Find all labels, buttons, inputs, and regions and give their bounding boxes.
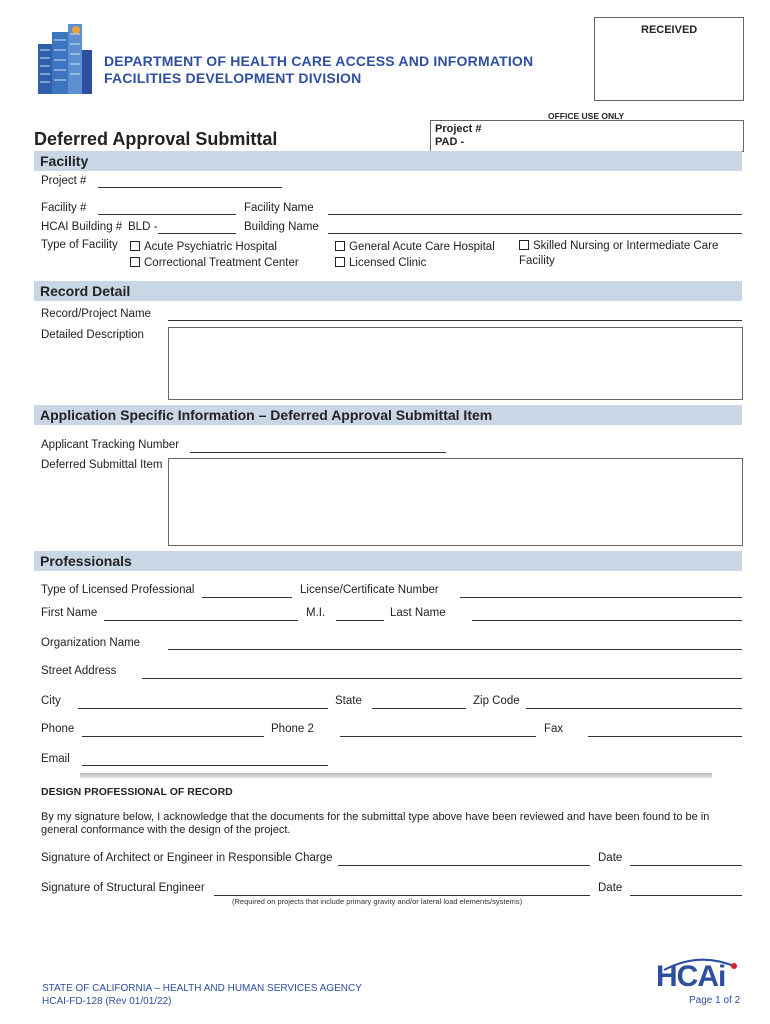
application-section-title: Application Specific Information – Deferred Approval Submittal Item	[40, 407, 493, 423]
office-project-label: Project #	[435, 123, 482, 135]
checkbox-icon	[130, 257, 140, 267]
professionals-section-bar	[34, 551, 742, 571]
architect-date-label: Date	[598, 852, 623, 864]
project-name-field[interactable]	[168, 320, 742, 321]
department-logo-icon	[34, 20, 94, 96]
fax-label: Fax	[544, 723, 564, 735]
email-field[interactable]	[82, 765, 328, 766]
city-field[interactable]	[78, 708, 328, 709]
checkbox-skilled-nursing[interactable]: Skilled Nursing or Intermediate Care	[519, 240, 718, 252]
phone2-label: Phone 2	[271, 723, 314, 735]
facility-section-bar	[34, 151, 742, 171]
city-label: City	[41, 695, 61, 707]
zip-code-label: Zip Code	[473, 695, 520, 707]
checkbox-licensed-clinic[interactable]: Licensed Clinic	[335, 257, 426, 269]
facility-name-field[interactable]	[328, 214, 742, 215]
hcai-logo	[656, 957, 742, 993]
hcai-logo-text: HCAi	[656, 960, 726, 993]
checkbox-icon	[519, 240, 529, 250]
hcai-building-label: HCAI Building #	[41, 221, 123, 233]
page-number: Page 1 of 2	[689, 995, 741, 1006]
architect-date-field[interactable]	[630, 865, 742, 866]
phone-field[interactable]	[82, 736, 264, 737]
zip-code-field[interactable]	[526, 708, 742, 709]
office-pad-label: PAD -	[435, 136, 465, 148]
last-name-field[interactable]	[472, 620, 742, 621]
structural-date-label: Date	[598, 882, 623, 894]
professionals-section-title: Professionals	[40, 553, 132, 569]
record-section-title: Record Detail	[40, 283, 131, 299]
checkbox-acute-psychiatric[interactable]: Acute Psychiatric Hospital	[130, 241, 277, 253]
description-label: Detailed Description	[41, 329, 144, 341]
design-professional-heading: DESIGN PROFESSIONAL OF RECORD	[41, 786, 233, 798]
acknowledgement-text-1: By my signature below, I acknowledge that the documents for the submittal type above have been reviewed and have been found to be in	[41, 811, 710, 823]
organization-field[interactable]	[168, 649, 742, 650]
state-field[interactable]	[372, 708, 466, 709]
first-name-label: First Name	[41, 607, 98, 619]
structural-date-field[interactable]	[630, 895, 742, 896]
professional-type-label: Type of Licensed Professional	[41, 584, 195, 596]
division-name: FACILITIES DEVELOPMENT DIVISION	[104, 70, 362, 86]
facility-number-field[interactable]	[98, 214, 236, 215]
checkbox-icon	[130, 241, 140, 251]
structural-signature-label: Signature of Structural Engineer	[41, 882, 205, 894]
building-name-label: Building Name	[244, 221, 319, 233]
email-label: Email	[41, 753, 70, 765]
checkbox-icon	[335, 241, 345, 251]
license-number-label: License/Certificate Number	[300, 584, 439, 596]
state-label: State	[335, 695, 362, 707]
tracking-number-field[interactable]	[190, 452, 446, 453]
facility-number-label: Facility #	[41, 202, 87, 214]
project-name-label: Record/Project Name	[41, 308, 151, 320]
phone-label: Phone	[41, 723, 75, 735]
bld-prefix: BLD -	[128, 221, 158, 233]
facility-name-label: Facility Name	[244, 202, 314, 214]
project-number-label: Project #	[41, 175, 87, 187]
street-address-field[interactable]	[142, 678, 742, 679]
submittal-item-textarea[interactable]	[168, 458, 743, 546]
application-section-bar	[34, 405, 742, 425]
phone2-field[interactable]	[340, 736, 536, 737]
footer-agency: STATE OF CALIFORNIA – HEALTH AND HUMAN SERVICES AGENCY	[42, 983, 362, 994]
checkbox-general-acute[interactable]: General Acute Care Hospital	[335, 241, 495, 253]
fax-field[interactable]	[588, 736, 742, 737]
office-use-label: OFFICE USE ONLY	[548, 111, 625, 121]
middle-initial-label: M.I.	[306, 607, 326, 619]
footer-form-id: HCAI-FD-128 (Rev 01/01/22)	[42, 996, 172, 1007]
received-label: RECEIVED	[641, 24, 698, 36]
street-address-label: Street Address	[41, 665, 117, 677]
record-section-bar	[34, 281, 742, 301]
last-name-label: Last Name	[390, 607, 446, 619]
facility-type-label: Type of Facility	[41, 239, 118, 251]
tracking-number-label: Applicant Tracking Number	[41, 439, 180, 451]
department-name: DEPARTMENT OF HEALTH CARE ACCESS AND INFORMATION	[104, 53, 534, 69]
organization-label: Organization Name	[41, 637, 141, 649]
description-textarea[interactable]	[168, 327, 743, 400]
facility-section-title: Facility	[40, 153, 89, 169]
acknowledgement-text-2: general conformance with the design of the project.	[41, 824, 291, 836]
professional-type-field[interactable]	[202, 597, 292, 598]
first-name-field[interactable]	[104, 620, 298, 621]
form-title: Deferred Approval Submittal	[34, 129, 278, 149]
architect-signature-field[interactable]	[338, 865, 590, 866]
office-use-box	[430, 120, 744, 152]
skilled-nursing-label-cont: Facility	[519, 255, 555, 267]
section-divider	[80, 773, 712, 778]
submittal-item-label: Deferred Submittal Item	[41, 459, 163, 471]
checkbox-icon	[335, 257, 345, 267]
architect-signature-label: Signature of Architect or Engineer in Responsible Charge	[41, 852, 333, 864]
hcai-building-field[interactable]	[158, 233, 236, 234]
middle-initial-field[interactable]	[336, 620, 384, 621]
building-name-field[interactable]	[328, 233, 742, 234]
structural-signature-field[interactable]	[214, 895, 590, 896]
license-number-field[interactable]	[460, 597, 742, 598]
project-number-field[interactable]	[98, 187, 282, 188]
received-stamp-box	[594, 17, 744, 101]
structural-note: (Required on projects that include primary gravity and/or lateral load elements/systems)	[232, 897, 523, 906]
checkbox-correctional[interactable]: Correctional Treatment Center	[130, 257, 299, 269]
